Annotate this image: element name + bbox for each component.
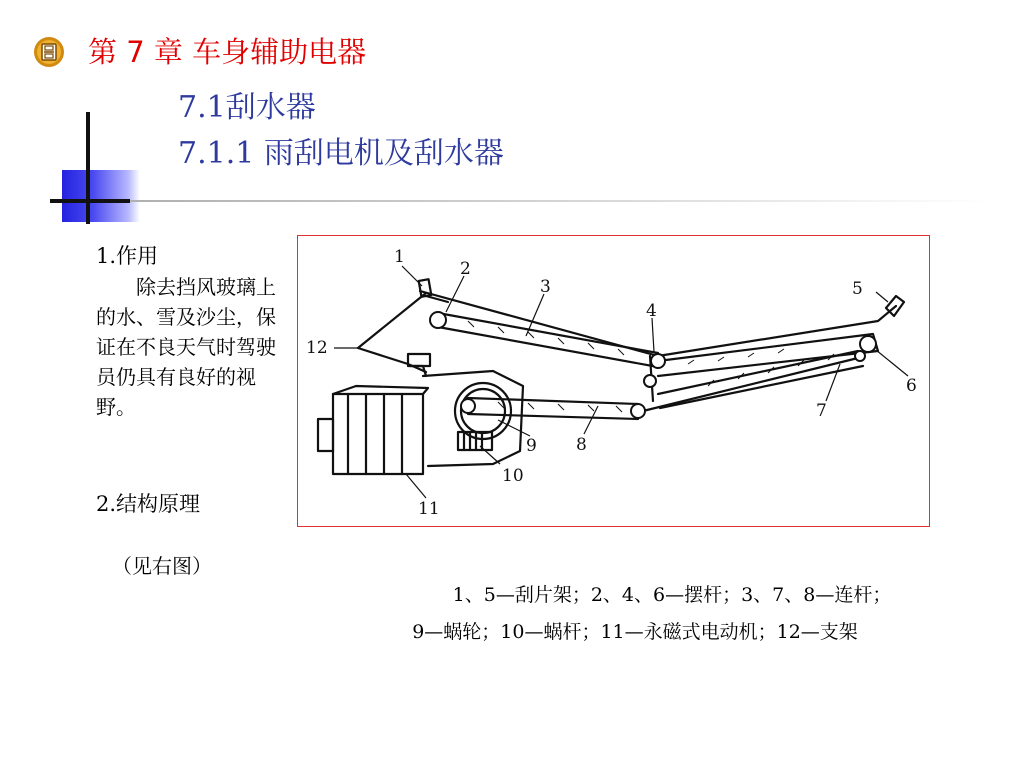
figure-label-9: 9 xyxy=(526,436,537,456)
title-crosshair-vertical xyxy=(86,112,90,224)
title-crosshair-horizontal xyxy=(50,199,130,203)
wiper-linkage-drawing xyxy=(298,236,931,528)
figure-label-5: 5 xyxy=(852,279,863,299)
wiper-mechanism-figure xyxy=(297,235,930,527)
motor-11 xyxy=(333,394,423,474)
section-title: 7.1刮水器 xyxy=(178,90,316,125)
connecting-rod-8 xyxy=(468,398,638,404)
chapter-title: 第 7 章 车身辅助电器 xyxy=(88,35,367,69)
subsection-title: 7.1.1 雨刮电机及刮水器 xyxy=(178,136,504,171)
rocker-2-pivot xyxy=(430,312,446,328)
figure-label-1: 1 xyxy=(394,247,405,267)
figure-label-4: 4 xyxy=(646,301,657,321)
purpose-heading: 1.作用 xyxy=(96,244,159,268)
figure-label-11: 11 xyxy=(418,499,440,519)
figure-label-2: 2 xyxy=(460,259,471,279)
book-icon xyxy=(33,36,65,68)
rocker-6-pivot xyxy=(860,336,876,352)
figure-caption-line-2: 9—蜗轮；10—蜗杆；11—永磁式电动机；12—支架 xyxy=(412,621,858,643)
rocker-4-pivot xyxy=(651,354,665,368)
figure-label-6: 6 xyxy=(906,376,917,396)
figure-label-8: 8 xyxy=(576,435,587,455)
purpose-text: 除去挡风玻璃上的水、雪及沙尘，保证在不良天气时驾驶员仍具有良好的视野。 xyxy=(96,275,276,419)
figure-label-3: 3 xyxy=(540,277,551,297)
figure-caption-line-1: 1、5—刮片架；2、4、6—摆杆；3、7、8—连杆； xyxy=(452,584,892,606)
figure-label-10: 10 xyxy=(502,466,524,486)
figure-label-7: 7 xyxy=(816,401,827,421)
support-bracket-12 xyxy=(358,293,426,372)
figure-label-12: 12 xyxy=(306,338,328,358)
title-accent-bar xyxy=(62,170,140,222)
title-divider xyxy=(130,200,990,202)
structure-heading: 2.结构原理 xyxy=(96,492,201,516)
see-right-note: （见右图） xyxy=(112,554,212,578)
